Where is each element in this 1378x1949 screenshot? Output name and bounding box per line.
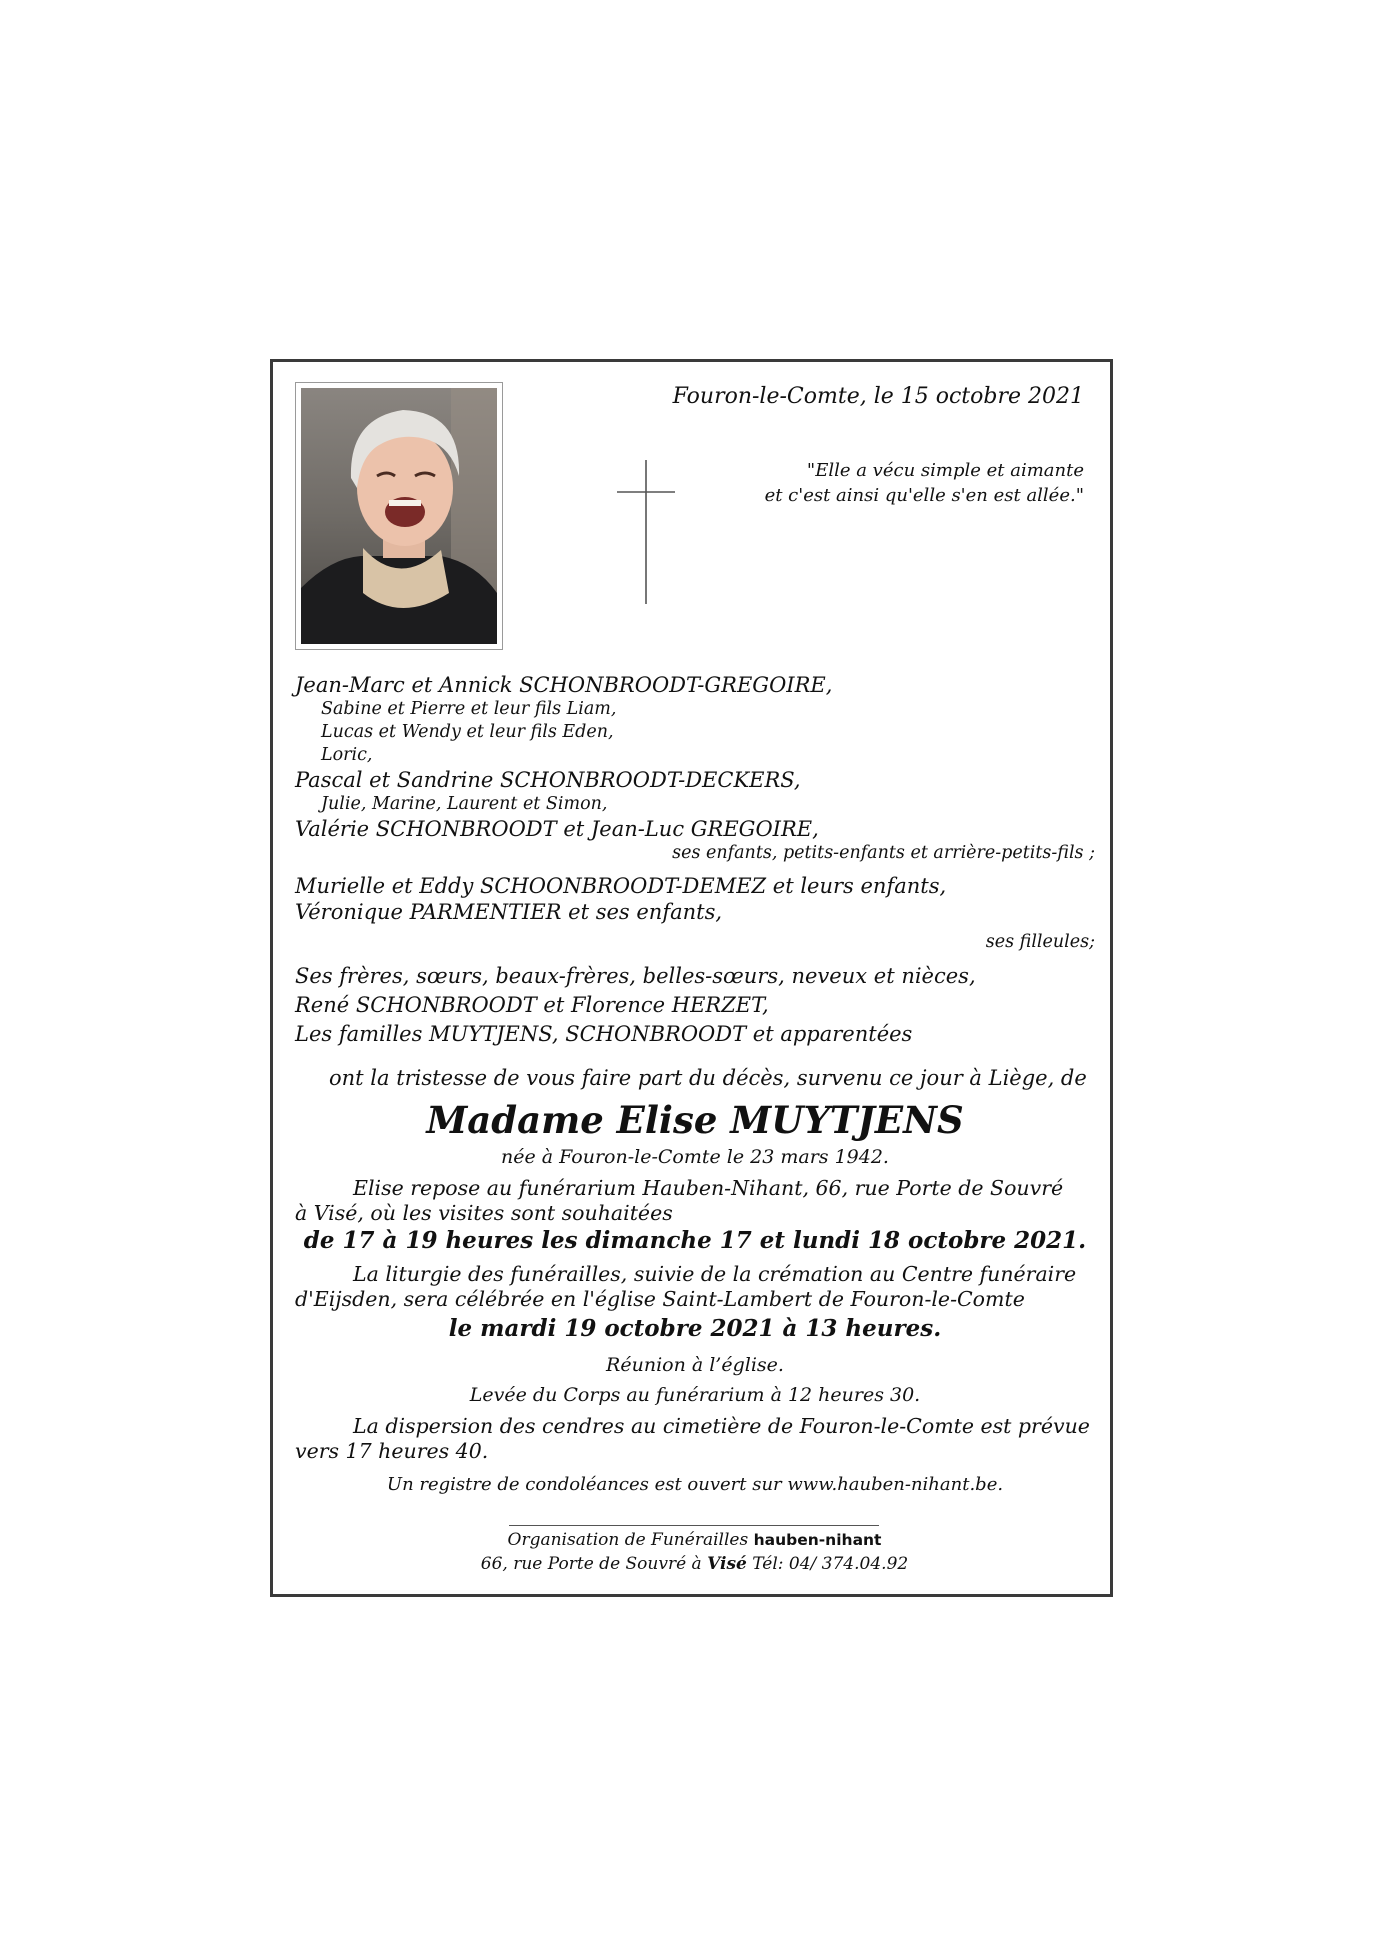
funeral-home-footer: [273, 1528, 1116, 1576]
family-line: Jean-Marc et Annick SCHONBROODT-GREGOIRE,: [295, 673, 833, 697]
family-list: [295, 672, 1095, 1049]
family-line: Pascal et Sandrine SCHONBROODT-DECKERS,: [295, 768, 801, 792]
family-relation: ses enfants, petits-enfants et arrière-petits-fils ;: [672, 843, 1095, 863]
register-line: Un registre de condoléances est ouvert sur www.hauben-nihant.be.: [386, 1474, 1004, 1495]
obituary-card: [270, 359, 1113, 1597]
liturgy-line: d'Eijsden, sera célébrée en l'église Saint-Lambert de Fouron-le-Comte: [295, 1287, 1025, 1311]
repose-line: à Visé, où les visites sont souhaitées: [295, 1201, 673, 1225]
footer-divider: [509, 1525, 879, 1526]
quote: [765, 458, 1084, 508]
footer-org-prefix: Organisation de Funérailles: [507, 1530, 749, 1550]
levee-line: Levée du Corps au funérarium à 12 heures 30.: [469, 1384, 921, 1406]
ceremony-line: le mardi 19 octobre 2021 à 13 heures.: [448, 1315, 942, 1342]
dispersion-line: vers 17 heures 40.: [295, 1439, 489, 1463]
family-line: Véronique PARMENTIER et ses enfants,: [295, 900, 723, 924]
family-line: Loric,: [321, 745, 373, 765]
funeral-home-brand: hauben-nihant: [753, 1531, 882, 1549]
quote-line: "Elle a vécu simple et aimante: [806, 460, 1084, 481]
family-line: Valérie SCHONBROODT et Jean-Luc GREGOIRE,: [295, 817, 819, 841]
liturgy-line: La liturgie des funérailles, suivie de la crémation au Centre funéraire: [353, 1262, 1077, 1286]
deceased-name: Madame Elise MUYTJENS: [426, 1098, 964, 1142]
footer-city: Visé: [707, 1554, 747, 1574]
family-line: Murielle et Eddy SCHOONBROODT-DEMEZ et leurs enfants,: [295, 874, 947, 898]
place-date: Fouron-le-Comte, le 15 octobre 2021: [672, 384, 1084, 409]
quote-line: et c'est ainsi qu'elle s'en est allée.": [764, 485, 1084, 506]
announcement-intro: ont la tristesse de vous faire part du décès, survenu ce jour à Liège, de: [329, 1066, 1087, 1090]
birth-line: née à Fouron-le-Comte le 23 mars 1942.: [501, 1146, 889, 1168]
meeting-line: Réunion à l’église.: [606, 1354, 784, 1376]
family-line: Sabine et Pierre et leur fils Liam,: [321, 699, 617, 719]
family-line: Julie, Marine, Laurent et Simon,: [321, 794, 608, 814]
family-line: René SCHONBROODT et Florence HERZET,: [295, 993, 769, 1017]
footer-address: 66, rue Porte de Souvré à: [480, 1554, 702, 1574]
dispersion-line: La dispersion des cendres au cimetière de Fouron-le-Comte est prévue: [353, 1414, 1090, 1438]
family-line: Les familles MUYTJENS, SCHONBROODT et apparentées: [295, 1022, 913, 1046]
visits-line: de 17 à 19 heures les dimanche 17 et lundi 18 octobre 2021.: [303, 1227, 1087, 1254]
footer-address-line: [273, 1552, 1116, 1576]
portrait-image: [301, 388, 497, 644]
repose-line: Elise repose au funérarium Hauben-Nihant, 66, rue Porte de Souvré: [353, 1176, 1064, 1200]
portrait-photo: [295, 382, 503, 650]
footer-org-line: [273, 1528, 1116, 1552]
family-line: Lucas et Wendy et leur fils Eden,: [321, 722, 614, 742]
family-relation: ses filleules;: [985, 932, 1095, 952]
announcement: [295, 1064, 1095, 1498]
cross-icon: [617, 460, 675, 604]
family-line: Ses frères, sœurs, beaux-frères, belles-sœurs, neveux et nièces,: [295, 964, 976, 988]
footer-phone: Tél: 04/ 374.04.92: [752, 1554, 909, 1574]
